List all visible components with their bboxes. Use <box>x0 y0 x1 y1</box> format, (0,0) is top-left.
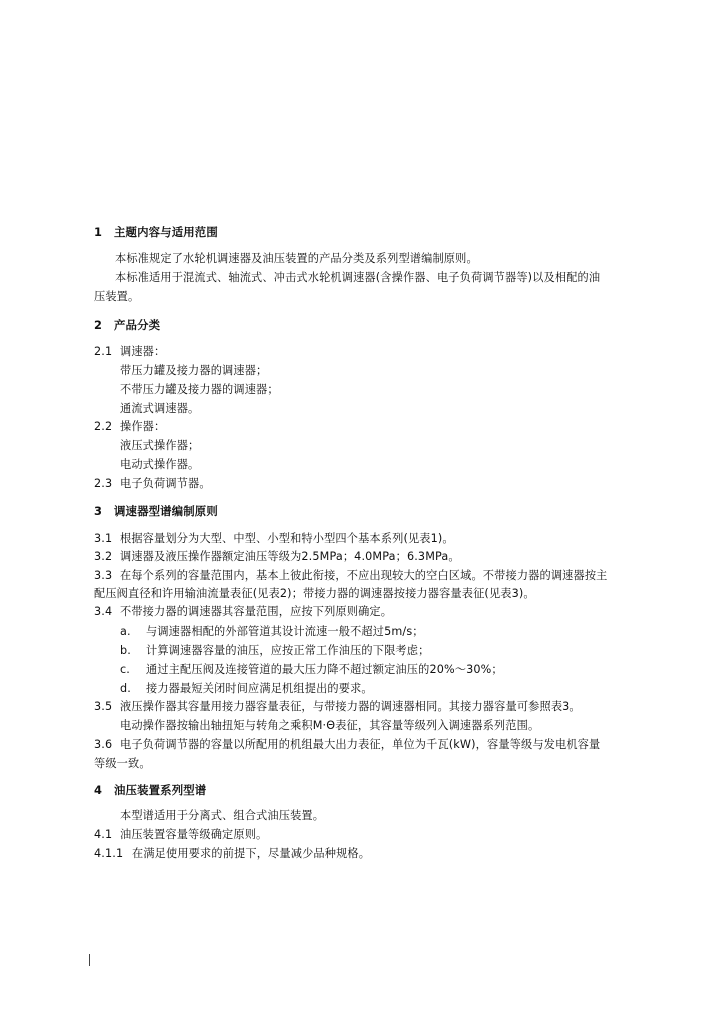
section-heading-1: 1 主题内容与适用范围 <box>94 225 218 239</box>
clause-line: 2.3 电子负荷调节器。 <box>94 477 211 490</box>
clause-line: 3.4 不带接力器的调速器其容量范围，应按下列原则确定。 <box>94 605 393 618</box>
clause-line: 3.2 调速器及液压操作器额定油压等级为2.5MPa；4.0MPa；6.3MPa。 <box>94 550 460 563</box>
paragraph-line: 等级一致。 <box>94 757 151 770</box>
paragraph-line: 本型谱适用于分离式、组合式油压装置。 <box>120 809 325 822</box>
clause-line: 3.5 液压操作器其容量用接力器容量表征，与带接力器的调速器相同。其接力器容量可参照表3。 <box>94 700 581 713</box>
paragraph-line: 本标准适用于混流式、轴流式、冲击式水轮机调速器(含操作器、电子负荷调节器等)以及相配的油 <box>115 271 601 284</box>
list-item: 电动式操作器。 <box>120 458 200 471</box>
list-item: b. 计算调速器容量的油压，应按正常工作油压的下限考虑； <box>120 644 430 657</box>
clause-line: 4.1 油压装置容量等级确定原则。 <box>94 828 268 841</box>
paragraph-line: 压装置。 <box>94 290 140 303</box>
section-heading-3: 3 调速器型谱编制原则 <box>94 504 218 518</box>
list-item: 不带压力罐及接力器的调速器； <box>120 383 279 396</box>
paragraph-line: 配压阀直径和许用输油流量表征(见表2)；带接力器的调速器按接力器容量表征(见表3)。 <box>94 587 535 600</box>
clause-line: 2.2 操作器： <box>94 420 166 433</box>
page-edge-mark <box>89 954 90 966</box>
list-item: a. 与调速器相配的外部管道其设计流速一般不超过5m/s； <box>120 625 424 638</box>
list-item: 液压式操作器； <box>120 439 200 452</box>
list-item: 带压力罐及接力器的调速器； <box>120 364 268 377</box>
list-item: c. 通过主配压阀及连接管道的最大压力降不超过额定油压的20%～30%； <box>120 663 503 676</box>
clause-line: 3.6 电子负荷调节器的容量以所配用的机组最大出力表征，单位为千瓦(kW)，容量等级与发电机容量 <box>94 738 601 751</box>
clause-line: 3.3 在每个系列的容量范围内，基本上彼此衔接，不应出现较大的空白区域。不带接力器的调速器按主 <box>94 569 608 582</box>
section-heading-4: 4 油压装置系列型谱 <box>94 783 207 797</box>
clause-line: 2.1 调速器： <box>94 345 166 358</box>
clause-line: 4.1.1 在满足使用要求的前提下，尽量减少品种规格。 <box>94 847 371 860</box>
section-heading-2: 2 产品分类 <box>94 318 161 332</box>
list-item: 通流式调速器。 <box>120 402 200 415</box>
paragraph-line: 本标准规定了水轮机调速器及油压装置的产品分类及系列型谱编制原则。 <box>115 252 478 265</box>
clause-line: 3.1 根据容量划分为大型、中型、小型和特小型四个基本系列(见表1)。 <box>94 532 454 545</box>
list-item: d. 接力器最短关闭时间应满足机组提出的要求。 <box>120 682 373 695</box>
paragraph-line: 电动操作器按输出轴扭矩与转角之乘积M·Θ表征，其容量等级列入调速器系列范围。 <box>120 719 540 732</box>
